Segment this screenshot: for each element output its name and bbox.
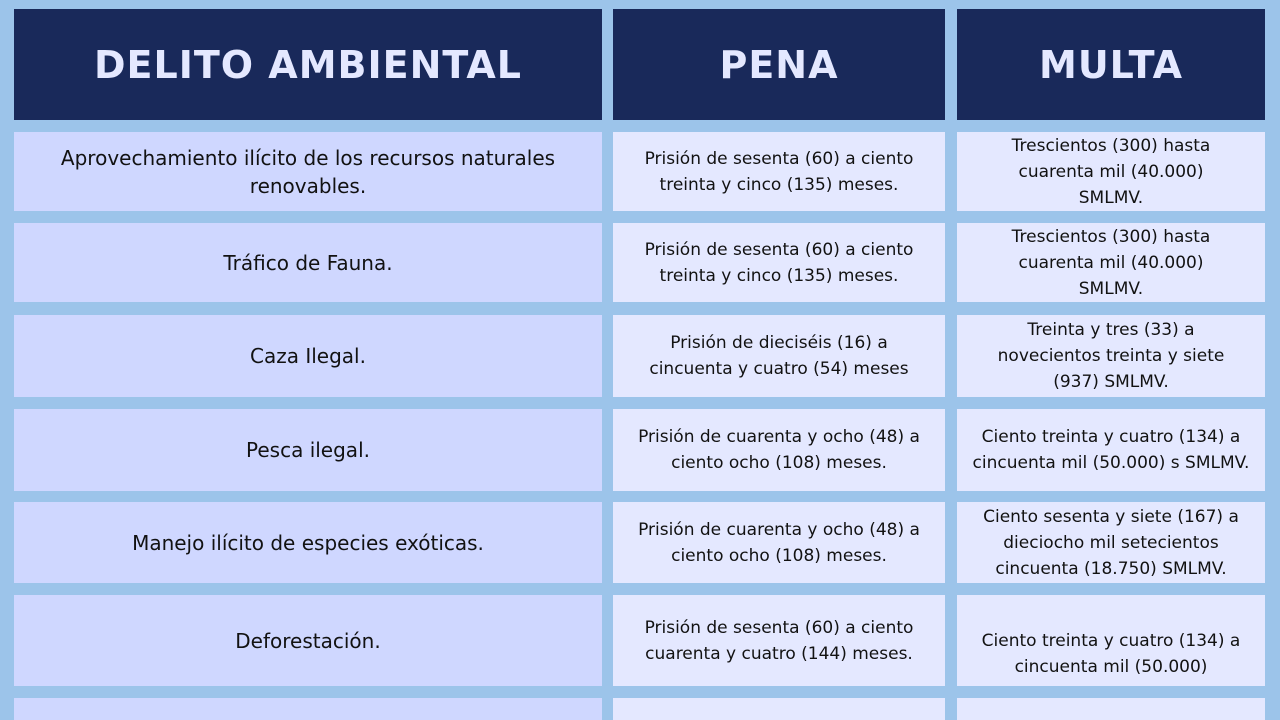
delito-cell: Tráfico de Fauna. (14, 223, 602, 302)
multa-cell (957, 698, 1265, 720)
header-multa: MULTA (957, 9, 1265, 120)
pena-cell: Prisión de cuarenta y ocho (48) a ciento ocho (108) meses. (613, 409, 945, 491)
multa-cell: Trescientos (300) hasta cuarenta mil (40.000) SMLMV. (957, 132, 1265, 211)
delito-cell (14, 698, 602, 720)
multa-cell: Ciento sesenta y siete (167) a dieciocho mil setecientos cincuenta (18.750) SMLMV. (957, 502, 1265, 583)
delito-cell: Aprovechamiento ilícito de los recursos naturales renovables. (14, 132, 602, 211)
multa-cell: Ciento treinta y cuatro (134) a cincuenta mil (50.000) (957, 595, 1265, 686)
pena-cell (613, 698, 945, 720)
delito-cell: Caza Ilegal. (14, 315, 602, 397)
multa-cell: Treinta y tres (33) a novecientos treinta y siete (937) SMLMV. (957, 315, 1265, 397)
delito-cell: Manejo ilícito de especies exóticas. (14, 502, 602, 583)
pena-cell: Prisión de cuarenta y ocho (48) a ciento ocho (108) meses. (613, 502, 945, 583)
multa-cell: Trescientos (300) hasta cuarenta mil (40.000) SMLMV. (957, 223, 1265, 302)
pena-cell: Prisión de dieciséis (16) a cincuenta y cuatro (54) meses (613, 315, 945, 397)
delito-cell: Deforestación. (14, 595, 602, 686)
header-delito-ambiental: DELITO AMBIENTAL (14, 9, 602, 120)
pena-cell: Prisión de sesenta (60) a ciento treinta y cinco (135) meses. (613, 132, 945, 211)
pena-cell: Prisión de sesenta (60) a ciento cuarenta y cuatro (144) meses. (613, 595, 945, 686)
delito-cell: Pesca ilegal. (14, 409, 602, 491)
multa-cell: Ciento treinta y cuatro (134) a cincuenta mil (50.000) s SMLMV. (957, 409, 1265, 491)
header-pena: PENA (613, 9, 945, 120)
pena-cell: Prisión de sesenta (60) a ciento treinta y cinco (135) meses. (613, 223, 945, 302)
